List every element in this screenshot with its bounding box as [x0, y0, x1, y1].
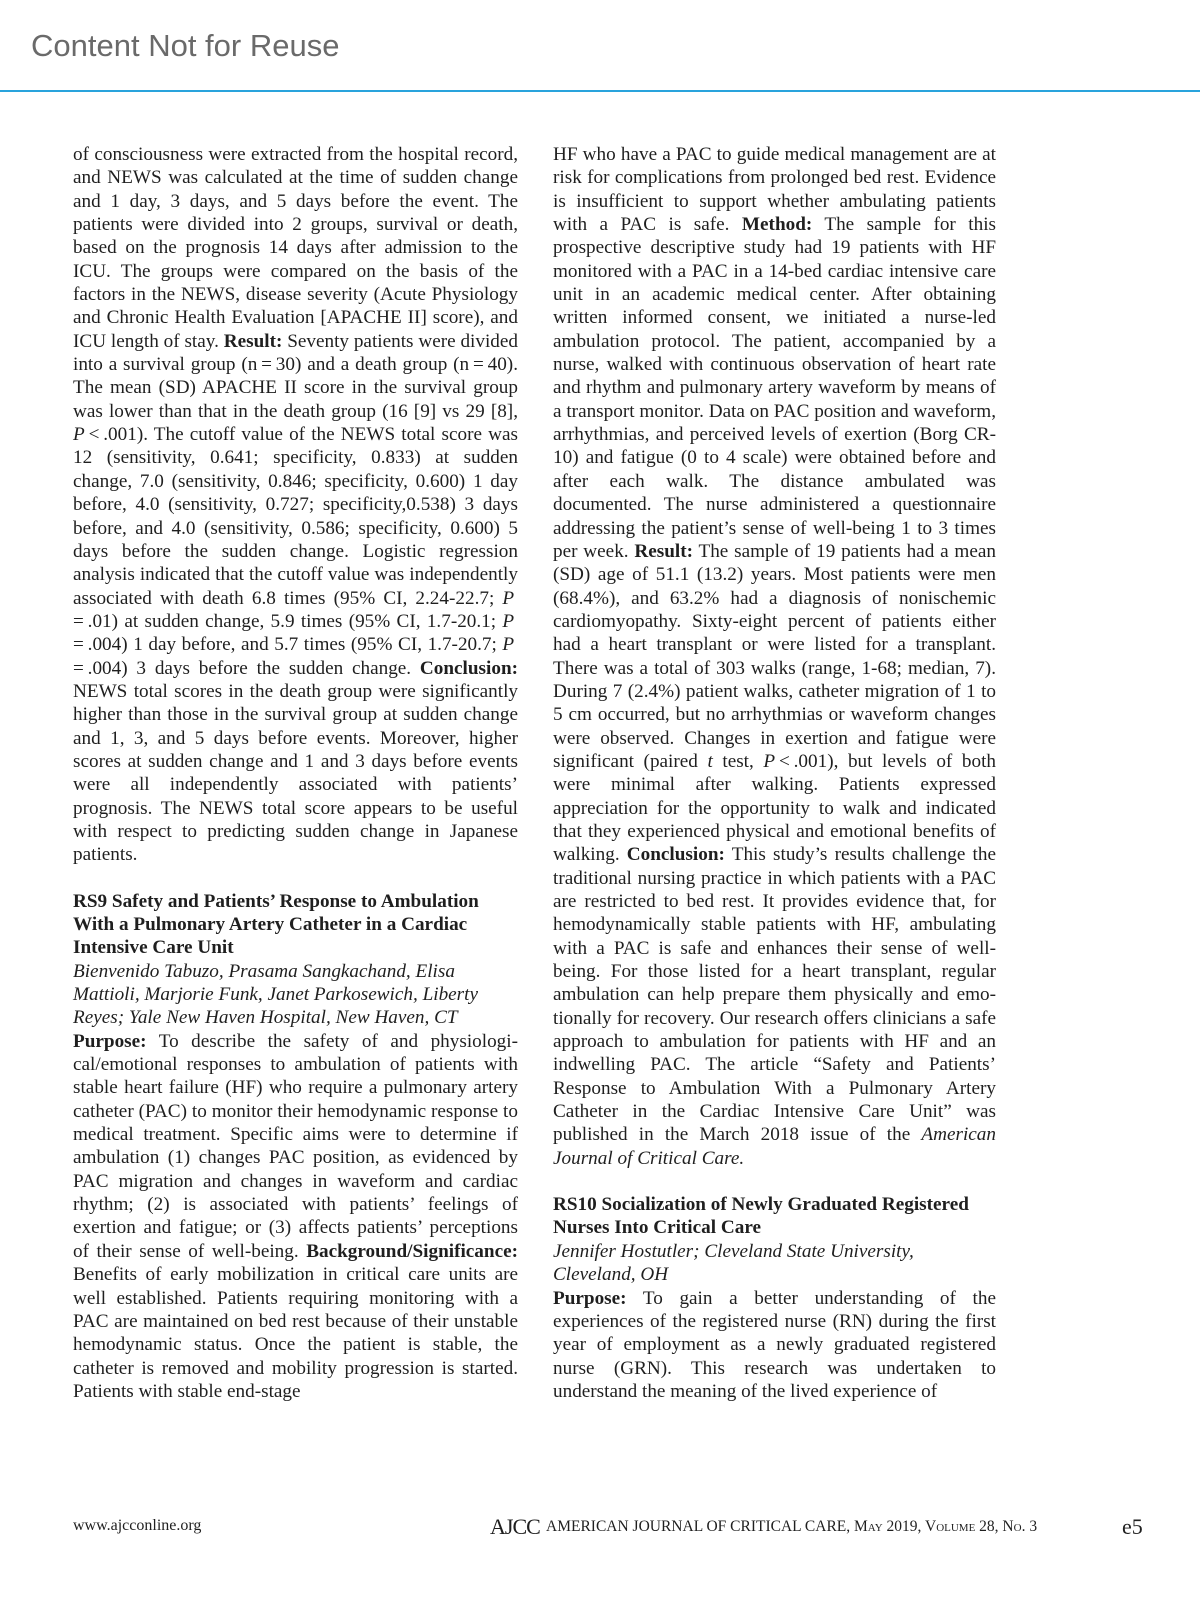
body-text: of consciousness were extracted from the hospital record, and NEWS was calculated at the time of sudden change and 1 day, 3 days, and 5 days before the event. The patients were divided into 2 groups, survival or death, based on the prognosis 14 days after admission to the ICU. The groups were compared on the basis of the factors in the NEWS, disease severity (Acute Physiology and Chronic Health Evaluation [APACHE II] score), and ICU length of stay.: [73, 144, 518, 352]
p-symbol: P: [502, 587, 515, 609]
body-text: = .01) at sudden change, 5.9 times (95% CI, 1.7-20.1;: [73, 587, 518, 632]
body-text: Seventy patients were divided into a survival group (n = 30) and a death group (n = 40). The mean (SD) APACHE II score in the survival group was lower than that in the death group (16 [9] vs 29 [8],: [73, 330, 518, 422]
body-text: The sample of 19 patients had a mean (SD) age of 51.1 (13.2) years. Most patients were men (68.4%), and 63.2% had a diagnosis of nonischemic cardiomyopathy. Sixty-eight percent of patients either had a heart transplant or were listed for a transplant. There was a total of 303 walks (range, 1-68; median, 7). During 7 (2.4%) patient walks, catheter migration of 1 to 5 cm occurred, but no arrhythmias or waveform changes were observed. Changes in exertion and fatigue were significant (paired: [553, 540, 996, 772]
p-symbol: P: [502, 634, 515, 656]
journal-name: American Journal of Critical Care.: [553, 1124, 996, 1169]
body-text: To gain a better understanding of the experiences of the registered nurse (RN) during the first year of employment as a newly graduated registered nurse (GRN). This research was undertaken to understand the meaning of the lived experience of: [553, 1287, 996, 1402]
conclusion-label: Conclusion:: [626, 844, 725, 866]
rs10-title: RS10 Socialization of Newly Graduated Registered Nurses Into Critical Care: [553, 1194, 969, 1239]
p-symbol: P: [763, 750, 776, 772]
body-text: The sample for this prospective descriptive study had 19 patients with HF monitored with a PAC in a 14-bed cardiac intensive care unit in an academic medical center. After obtaining written informed consent, we initiated a nurse-led ambulation protocol. The patient, accompanied by a nurse, walked with continuous observation of heart rate and rhythm and pulmonary artery waveform by means of a transport monitor. Data on PAC position and waveform, arrhythmias, and perceived levels of exertion (Borg CR-10) and fatigue (0 to 4 scale) were obtained before and after each walk. The distance ambulated was documented. The nurse administered a questionnaire addressing the patient’s sense of well-being 1 to 3 times per week.: [553, 214, 996, 562]
t-symbol: t: [707, 750, 713, 772]
body-text: Benefits of early mobilization in critical care units are well established. Patients requiring monitoring with a PAC are maintained on bed rest because of their unstable hemodynamic status. Once the patient is stable, the catheter is removed and mobility progression is started. Patients with stable end-stage: [73, 1264, 518, 1402]
rs8-continuation-paragraph: [73, 143, 518, 867]
purpose-label: Purpose:: [73, 1030, 147, 1052]
method-label: Method:: [741, 214, 813, 236]
footer-url[interactable]: www.ajcconline.org: [73, 1517, 202, 1534]
section-spacer: [553, 1170, 996, 1193]
section-spacer: [73, 867, 518, 890]
content-banner: [0, 0, 1200, 92]
rs10-body-paragraph: [553, 1287, 996, 1404]
body-text: test,: [712, 750, 764, 772]
rs9-body-paragraph: [73, 1030, 518, 1404]
left-column: [73, 143, 518, 1403]
rs9-continuation-paragraph: [553, 143, 996, 1170]
p-symbol: P: [502, 610, 515, 632]
body-text: < .001), but levels of both were minimal after walking. Patients expressed appreciation for the opportunity to walk and indicated that they experienced physical and emotional benefits of walking.: [553, 750, 996, 866]
right-column: [553, 143, 996, 1403]
rs9-authors: Bienvenido Tabuzo, Prasama Sangkachand, Elisa Mattioli, Marjorie Funk, Janet Parkosewich, Liberty Reyes; Yale New Haven Hospital, New Haven, CT: [73, 960, 478, 1029]
result-label: Result:: [634, 540, 694, 562]
body-text: NEWS total scores in the death group were significantly higher than those in the survival group at sudden change and 1, 3, and 5 days before events. Moreover, higher scores at sudden change and 1 and 3 days before events were all independently associated with patients’ prognosis. The NEWS total score appears to be useful with respect to predicting sudden change in Japanese patients.: [73, 680, 518, 866]
conclusion-label: Conclusion:: [419, 657, 518, 679]
body-text: HF who have a PAC to guide medical management are at risk for complications from prolonged bed rest. Evidence is insufficient to support whether ambulating patients with a PAC is safe.: [553, 144, 996, 236]
result-label: Result:: [223, 330, 283, 352]
background-label: Background/Significance:: [306, 1240, 518, 1262]
page-number: e5: [1122, 1514, 1143, 1539]
rs10-authors: Jennifer Hostutler; Cleveland State University, Cleveland, OH: [553, 1240, 914, 1286]
body-text: = .004) 3 days before the sudden change.: [73, 634, 518, 679]
page-footer: [0, 1514, 1200, 1544]
p-symbol: P: [73, 424, 85, 446]
body-text: = .004) 1 day before, and 5.7 times (95% CI, 1.7-20.7;: [73, 610, 518, 656]
journal-logo: AJCC: [490, 1514, 540, 1539]
body-text: This study’s results challenge the traditional nursing practice in which patients with a PAC are restricted to bed rest. It provides evidence that, for hemodynamically stable patients with HF, ambulating with a PAC is safe and enhances their sense of well-being. For those listed for a heart transplant, regular ambulation can help prepare them physically and emotionally for recovery. Our research offers clinicians a safe approach to ambulation for patients with HF and an indwelling PAC. The article “Safety and Patients’ Response to Ambulation With a Pulmonary Artery Catheter in the Cardiac Intensive Care Unit” was published in the March 2018 issue of the: [553, 844, 996, 1146]
rs9-title: RS9 Safety and Patients’ Response to Ambulation With a Pulmonary Artery Catheter in a Cardiac Intensive Care Unit: [73, 890, 479, 959]
body-text: < .001). The cutoff value of the NEWS total score was 12 (sensitivity, 0.641; specificity, 0.833) at sudden change, 7.0 (sensitivity, 0.846; specificity, 0.600) 1 day before, 4.0 (sensitivity, 0.727; specificity,0.538) 3 days before, and 4.0 (sensitivity, 0.586; specificity, 0.600) 5 days before the sudden change. Logistic regression analysis indicated that the cutoff value was independently associated with death 6.8 times (95% CI, 2.24-22.7;: [73, 424, 518, 609]
journal-citation: AMERICAN JOURNAL OF CRITICAL CARE, May 2019, Volume 28, No. 3: [546, 1518, 1038, 1535]
body-text: To describe the safety of and physiological/emotional responses to ambulation of patients with stable heart failure (HF) who require a pulmonary artery catheter (PAC) to monitor their hemodynamic response to medical treatment. Specific aims were to determine if ambulation (1) changes PAC position, as evidenced by PAC migration and changes in waveform and cardiac rhythm; (2) is associated with patients’ feelings of exertion and fatigue; or (3) affects patients’ perceptions of their sense of well-being.: [73, 1030, 518, 1262]
banner-text: Content Not for Reuse: [31, 28, 340, 63]
purpose-label: Purpose:: [553, 1287, 627, 1309]
